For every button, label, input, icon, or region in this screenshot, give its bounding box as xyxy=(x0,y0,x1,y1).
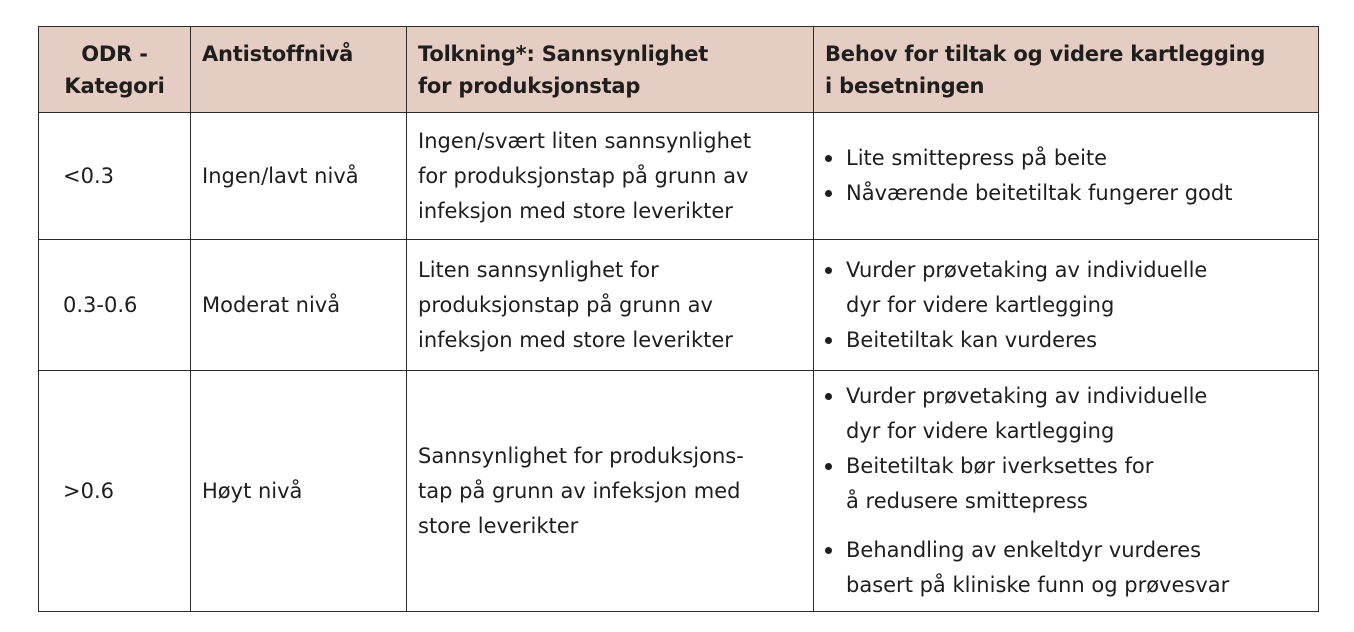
tiltak-item xyxy=(814,176,1318,211)
tiltak-item xyxy=(814,323,1318,358)
tiltak-cell xyxy=(814,113,1319,240)
tiltak-line: Behandling av enkeltdyr vurderes xyxy=(846,538,1202,562)
tiltak-cell xyxy=(814,371,1319,612)
tiltak-item xyxy=(814,533,1318,603)
niva-text: Høyt nivå xyxy=(202,478,303,503)
table-header-row xyxy=(39,27,1319,113)
odr-table xyxy=(38,26,1319,612)
niva-text: Moderat nivå xyxy=(202,292,341,317)
tiltak-cell xyxy=(814,240,1319,371)
header-odr-line-1: ODR - xyxy=(81,42,148,66)
tolkning-cell xyxy=(407,240,814,371)
header-tolkning xyxy=(407,27,814,113)
tolkning-cell xyxy=(407,371,814,612)
tiltak-item xyxy=(814,449,1318,519)
tolkning-line: Sannsynlighet for produksjons- xyxy=(418,443,744,468)
header-tolkning-line-2: for produksjonstap xyxy=(418,74,641,98)
odr-value-text: <0.3 xyxy=(63,163,114,188)
odr-value xyxy=(39,113,191,240)
header-behov-line-1: Behov for tiltak og videre kartlegging xyxy=(825,42,1266,66)
tiltak-item xyxy=(814,141,1318,176)
tiltak-item xyxy=(814,253,1318,323)
tiltak-item xyxy=(814,379,1318,449)
header-behov-line-2: i besetningen xyxy=(825,74,985,98)
tiltak-list xyxy=(814,253,1318,358)
table-row xyxy=(39,240,1319,371)
tolkning-line: tap på grunn av infeksjon med xyxy=(418,478,741,503)
tiltak-line: Nåværende beitetiltak fungerer godt xyxy=(846,181,1233,205)
tolkning-line: produksjonstap på grunn av xyxy=(418,292,713,317)
odr-value-text: >0.6 xyxy=(63,478,114,503)
tiltak-line: Lite smittepress på beite xyxy=(846,146,1108,170)
tiltak-line: Beitetiltak kan vurderes xyxy=(846,327,1098,352)
tiltak-list xyxy=(814,379,1318,603)
tiltak-list xyxy=(814,141,1318,211)
table-row xyxy=(39,113,1319,240)
tiltak-line: Vurder prøvetaking av individuelle xyxy=(846,257,1208,282)
header-antistoffniva-label: Antistoffnivå xyxy=(202,42,354,66)
header-behov-tiltak xyxy=(814,27,1319,113)
tolkning-line: Liten sannsynlighet for xyxy=(418,257,659,282)
niva-text: Ingen/lavt nivå xyxy=(202,163,359,188)
tiltak-line: Vurder prøvetaking av individuelle xyxy=(846,384,1208,408)
tolkning-line: infeksjon med store leverikter xyxy=(418,327,733,352)
tolkning-line: store leverikter xyxy=(418,513,579,538)
odr-value-text: 0.3-0.6 xyxy=(63,292,138,317)
tiltak-line: dyr for videre kartlegging xyxy=(846,292,1115,317)
antistoff-niva xyxy=(191,113,407,240)
tolkning-cell xyxy=(407,113,814,240)
header-odr-kategori xyxy=(39,27,191,113)
tolkning-line: infeksjon med store leverikter xyxy=(418,198,733,223)
tiltak-line: basert på kliniske funn og prøvesvar xyxy=(846,573,1230,597)
tolkning-line: for produksjonstap på grunn av xyxy=(418,163,749,188)
tolkning-line: Ingen/svært liten sannsynlighet xyxy=(418,128,752,153)
tiltak-line: Beitetiltak bør iverksettes for xyxy=(846,454,1154,478)
header-odr-line-2: Kategori xyxy=(64,74,165,98)
odr-value xyxy=(39,240,191,371)
tiltak-line: å redusere smittepress xyxy=(846,489,1088,513)
header-tolkning-line-1: Tolkning*: Sannsynlighet xyxy=(418,42,709,66)
odr-value xyxy=(39,371,191,612)
tiltak-line: dyr for videre kartlegging xyxy=(846,419,1115,443)
antistoff-niva xyxy=(191,240,407,371)
antistoff-niva xyxy=(191,371,407,612)
table-row xyxy=(39,371,1319,612)
header-antistoffniva xyxy=(191,27,407,113)
